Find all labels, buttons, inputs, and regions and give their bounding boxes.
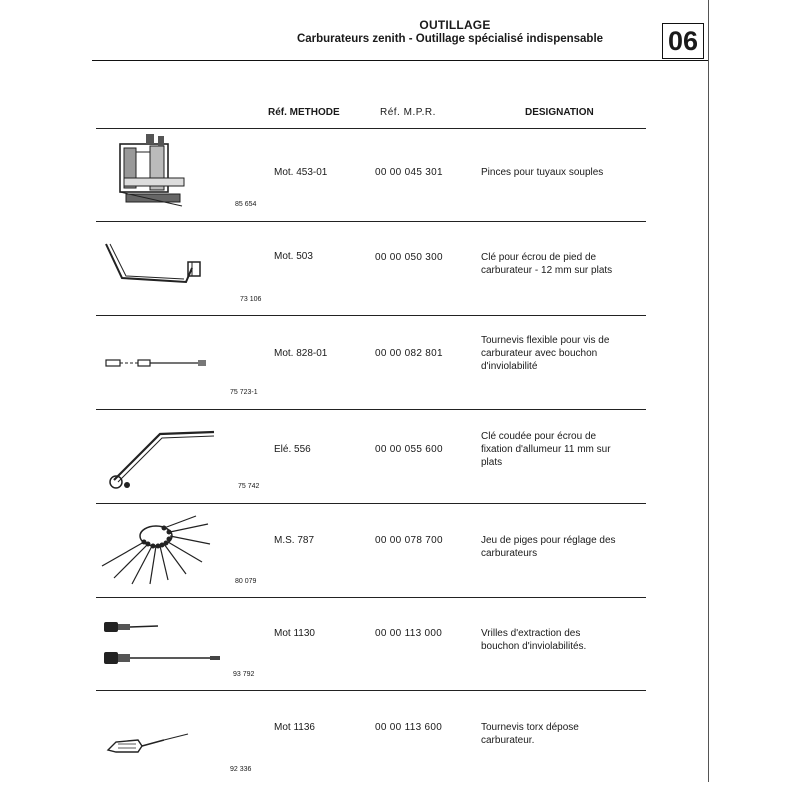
designation-line: bouchon d'inviolabilités.	[481, 641, 587, 652]
ref-methode: Mot. 828-01	[274, 348, 328, 359]
torx-screwdriver-icon	[104, 730, 194, 760]
designation	[481, 534, 641, 560]
designation	[481, 251, 641, 277]
ref-mpr: 00 00 113 000	[375, 628, 443, 639]
ref-mpr: 00 00 082 801	[375, 348, 443, 359]
margin-rule	[708, 0, 709, 782]
designation	[481, 721, 641, 747]
page-subtitle: Carburateurs zenith - Outillage spécialisé indispensable	[296, 33, 604, 45]
ref-methode: Mot 1136	[274, 722, 315, 733]
offset-wrench-icon	[100, 238, 210, 288]
figure-number: 92 336	[230, 766, 252, 773]
row-divider	[96, 690, 646, 691]
figure-number: 75 742	[238, 483, 260, 490]
row-divider	[96, 128, 646, 129]
row-divider	[96, 315, 646, 316]
figure-number: 93 792	[233, 671, 255, 678]
row-divider	[96, 597, 646, 598]
ref-mpr: 00 00 113 600	[375, 722, 443, 733]
designation-line: Clé coudée pour écrou de	[481, 431, 597, 442]
row-divider	[96, 409, 646, 410]
designation-line: Vrilles d'extraction des	[481, 628, 581, 639]
figure-number: 85 654	[235, 201, 257, 208]
ref-methode: M.S. 787	[274, 535, 315, 546]
ref-mpr: 00 00 055 600	[375, 444, 443, 455]
column-header-designation: DESIGNATION	[525, 107, 594, 118]
designation-line: Jeu de piges pour réglage des	[481, 535, 616, 546]
ref-methode: Elé. 556	[274, 444, 311, 455]
designation	[481, 430, 641, 469]
chapter-number: 06	[662, 23, 704, 59]
designation-line: carburateur.	[481, 735, 535, 746]
ref-mpr: 00 00 050 300	[375, 252, 443, 263]
designation-line: fixation d'allumeur 11 mm sur	[481, 444, 611, 455]
figure-number: 73 106	[240, 296, 262, 303]
page-title: OUTILLAGE	[419, 18, 491, 32]
column-header-ref-methode: Réf. METHODE	[268, 107, 340, 118]
ref-methode: Mot. 453-01	[274, 167, 328, 178]
column-header-ref-mpr: Réf. M.P.R.	[380, 107, 436, 118]
designation-line: Tournevis torx dépose	[481, 722, 579, 733]
designation-line: carburateur avec bouchon	[481, 348, 598, 359]
designation	[481, 166, 641, 179]
gauge-pin-set-icon	[98, 514, 222, 586]
designation-line: d'inviolabilité	[481, 361, 538, 372]
ref-mpr: 00 00 078 700	[375, 535, 443, 546]
designation-line: plats	[481, 457, 503, 468]
figure-number: 75 723-1	[230, 389, 258, 396]
figure-number: 80 079	[235, 578, 257, 585]
row-divider	[96, 221, 646, 222]
designation	[481, 334, 641, 373]
designation-line: carburateurs	[481, 548, 538, 559]
extraction-gimlets-icon	[100, 614, 226, 670]
header-rule	[92, 60, 709, 61]
angled-wrench-icon	[100, 424, 220, 494]
designation-line: Clé pour écrou de pied de	[481, 252, 597, 263]
ref-mpr: 00 00 045 301	[375, 167, 443, 178]
ref-methode: Mot 1130	[274, 628, 315, 639]
flexible-screwdriver-icon	[104, 354, 214, 374]
designation-line: carburateur - 12 mm sur plats	[481, 265, 613, 276]
hose-clamp-pliers-icon	[110, 132, 190, 210]
designation	[481, 627, 641, 653]
designation-line: Pinces pour tuyaux souples	[481, 167, 604, 178]
row-divider	[96, 503, 646, 504]
designation-line: Tournevis flexible pour vis de	[481, 335, 610, 346]
ref-methode: Mot. 503	[274, 251, 313, 262]
